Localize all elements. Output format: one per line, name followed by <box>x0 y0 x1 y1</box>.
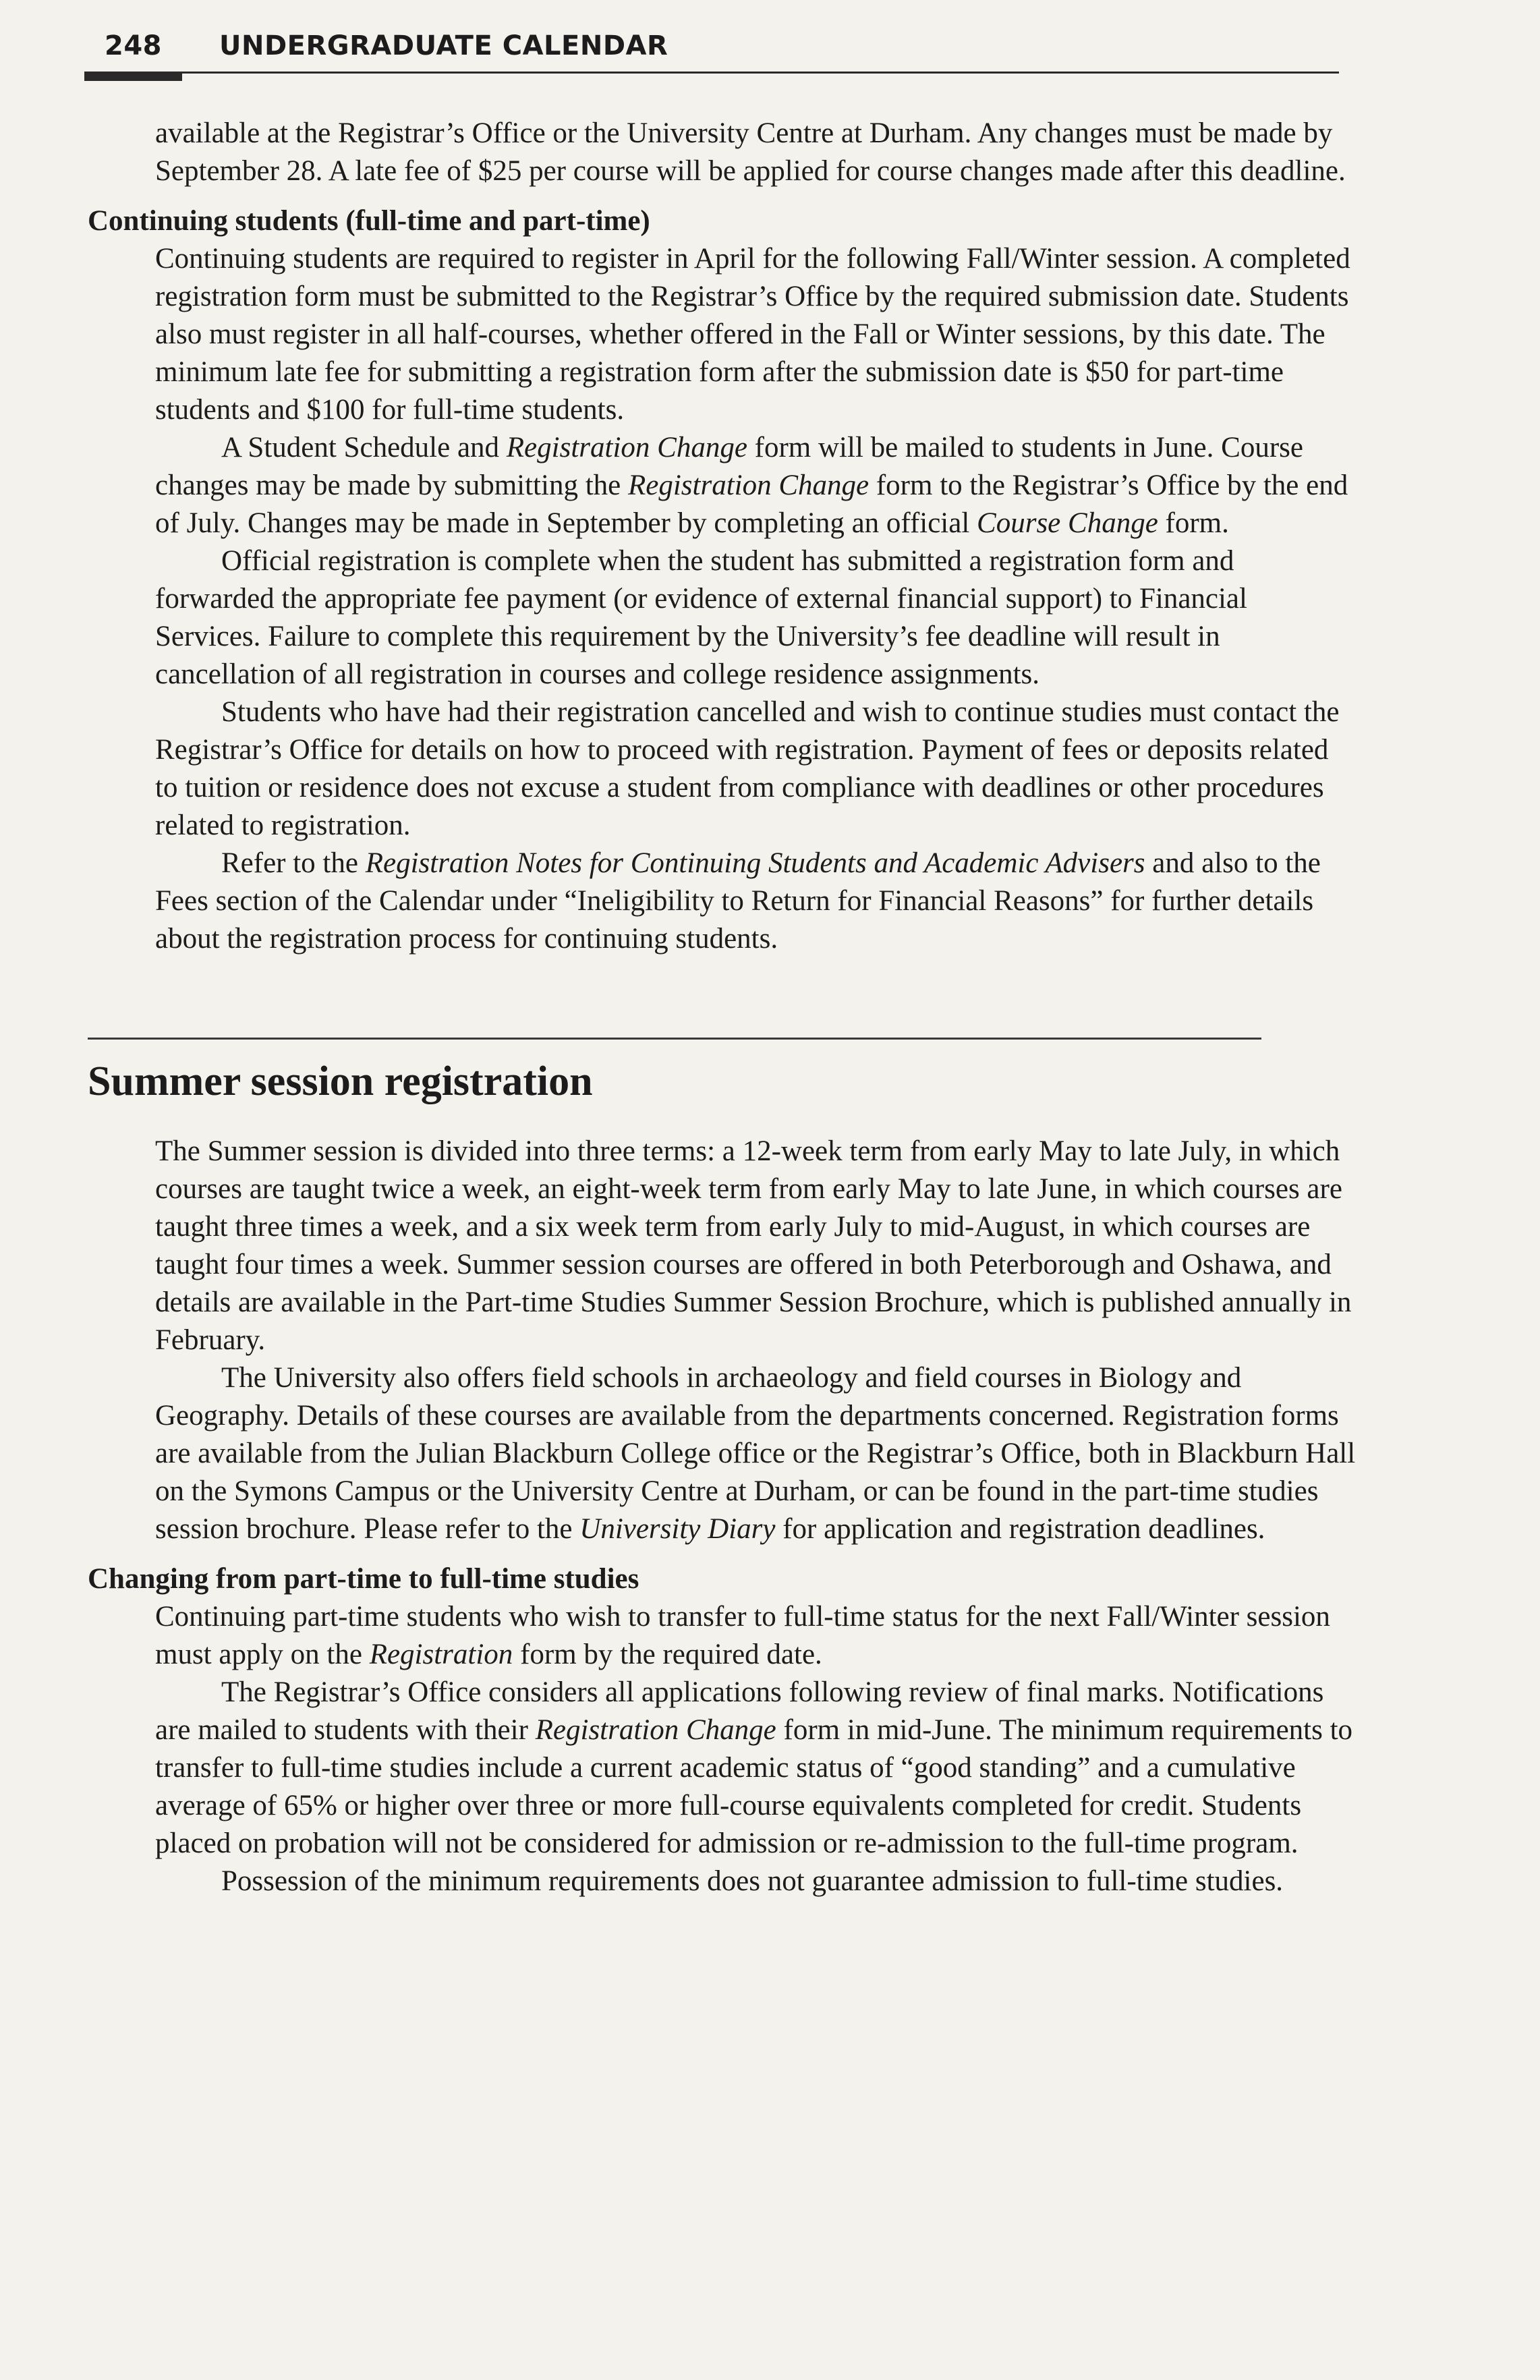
university-diary-title: University Diary <box>579 1513 776 1545</box>
continuing-paragraph-1: Continuing students are required to register in April for the following Fall/Winter session. A completed registration form must be submitted to the Registrar’s Office by the required submission date. Students also must register in all half-courses, whether offered in the Fall or Winter sessions, by this date. The minimum late fee for submitting a registration form after the submission date is $50 for part-time students and $100 for full-time students. <box>155 243 1350 426</box>
header-rule <box>84 72 1339 74</box>
continuing-students-section <box>88 240 1356 958</box>
continuing-paragraph-4: Students who have had their registration cancelled and wish to continue studies must contact the Registrar’s Office for details on how to proceed with registration. Payment of fees or deposits related to tuition or residence does not excuse a student from compliance with deadlines or other procedures related to registration. <box>155 696 1340 841</box>
section-divider <box>88 1038 1261 1040</box>
continuing-paragraph-2: A Student Schedule and Registration Change form will be mailed to students in June. Course changes may be made by submitting the Registration Change form to the Registrar’s Office by the end of July. Changes may be made in September by completing an official Course Change form. <box>155 432 1348 539</box>
registration-form-name: Registration <box>369 1639 513 1670</box>
registration-notes-title: Registration Notes for Continuing Students and Academic Advisers <box>365 847 1145 879</box>
page-header <box>84 26 1339 90</box>
continuing-students-heading: Continuing students (full-time and part-time) <box>88 205 650 237</box>
registration-change-form-name: Registration Change <box>627 470 869 501</box>
changing-studies-section <box>88 1598 1356 1900</box>
changing-paragraph-2: The Registrar’s Office considers all applications following review of final marks. Notifications are mailed to students with their Registration Change form in mid-June. The minimum requirements to transfer to full-time studies include a current academic status of “good standing” and a cumulative average of 65% or higher over three or more full-course equivalents completed for credit. Students placed on probation will not be considered for admission or re-admission to the full-time program. <box>155 1676 1353 1859</box>
body-text <box>88 115 1356 1900</box>
course-change-form-name: Course Change <box>977 507 1158 539</box>
changing-paragraph-1: Continuing part-time students who wish to transfer to full-time status for the next Fall/Winter session must apply on the Registration form by the required date. <box>155 1601 1330 1670</box>
changing-paragraph-3: Possession of the minimum requirements does not guarantee admission to full-time studies. <box>221 1865 1284 1897</box>
registration-change-form-name: Registration Change <box>506 432 747 463</box>
running-title: UNDERGRADUATE CALENDAR <box>219 30 668 61</box>
registration-change-form-name: Registration Change <box>535 1714 776 1746</box>
changing-studies-heading: Changing from part-time to full-time studies <box>88 1563 639 1595</box>
continuing-paragraph-3: Official registration is complete when the student has submitted a registration form and forwarded the appropriate fee payment (or evidence of external financial support) to Financial Services. Failure to complete this requirement by the University’s fee deadline will result in cancellation of all registration in courses and college residence assignments. <box>155 545 1247 690</box>
intro-block <box>88 115 1356 190</box>
intro-paragraph: available at the Registrar’s Office or the University Centre at Durham. Any changes must be made by September 28. A late fee of $25 per course will be applied for course changes made after this deadline. <box>155 117 1346 187</box>
summer-session-title: Summer session registration <box>88 1058 593 1104</box>
summer-paragraph-1: The Summer session is divided into three terms: a 12-week term from early May to late July, in which courses are taught twice a week, an eight-week term from early May to late June, in which courses are taught three times a week, and a six week term from early July to mid-August, in which courses are taught four times a week. Summer session courses are offered in both Peterborough and Oshawa, and details are available in the Part-time Studies Summer Session Brochure, which is published annually in February. <box>155 1135 1352 1356</box>
summer-session-section <box>88 1133 1356 1548</box>
header-rule-block <box>84 72 182 81</box>
summer-paragraph-2: The University also offers field schools in archaeology and field courses in Biology and Geography. Details of these courses are available from the departments concerned. Registration forms are available from the Julian Blackburn College office or the Registrar’s Office, both in Blackburn Hall on the Symons Campus or the University Centre at Durham, or can be found in the part-time studies session brochure. Please refer to the University Diary for application and registration deadlines. <box>155 1362 1356 1545</box>
page-number: 248 <box>105 30 162 61</box>
continuing-paragraph-5: Refer to the Registration Notes for Continuing Students and Academic Advisers and also to the Fees section of the Calendar under “Ineligibility to Return for Financial Reasons” for further details about the registration process for continuing students. <box>155 847 1321 955</box>
